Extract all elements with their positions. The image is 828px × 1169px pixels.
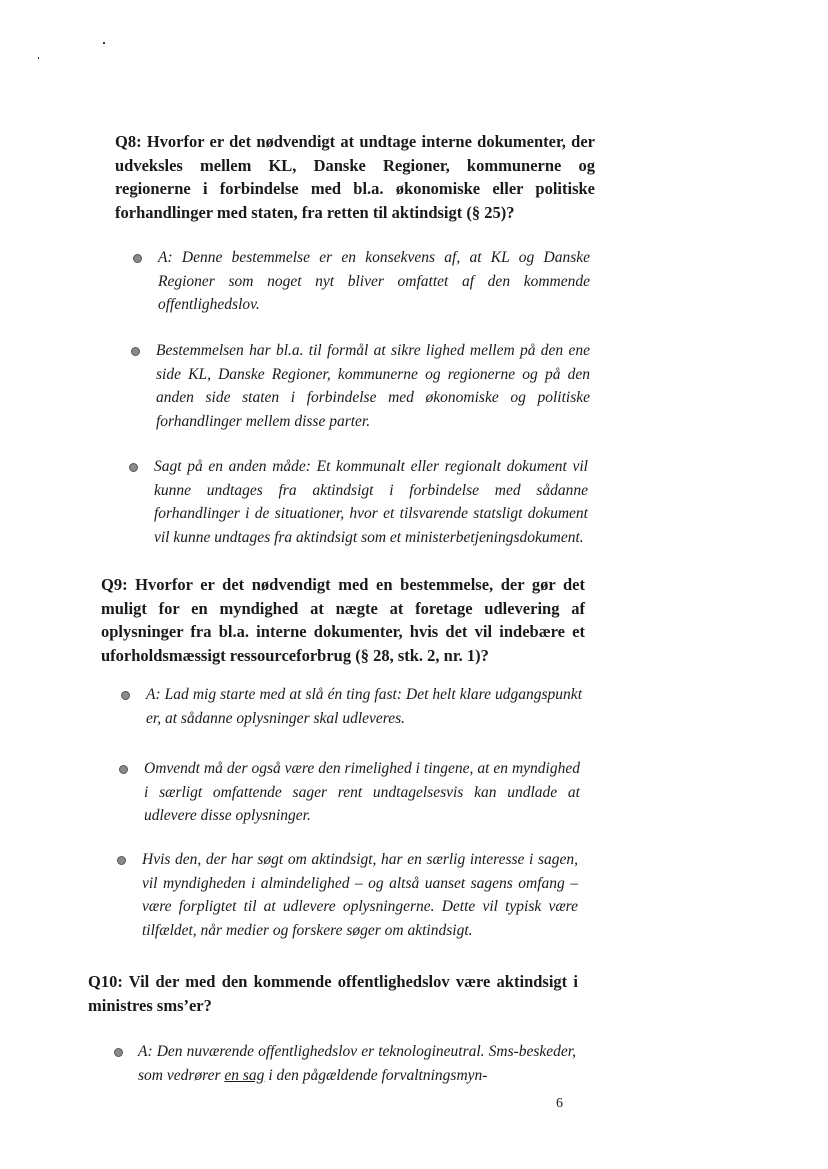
page-number: 6 [556,1096,563,1111]
bullet-icon [129,463,138,472]
answer-q8-3: Sagt på en anden måde: Et kommunalt eller regionalt dokument vil kunne undtages fra aktindsigt i forbindelse med sådanne forhandlinger i de situationer, hvor et tilsvarende statsligt dokument vil kunne undtages fra aktindsigt som et ministerbetjeningsdokument. [154,458,588,546]
answer-q8-1: A: Denne bestemmelse er en konsekvens af, at KL og Danske Regioner som noget nyt bliver omfattet af den kommende offentlighedslov. [158,249,590,313]
question-q9: Q9: Hvorfor er det nødvendigt med en bestemmelse, der gør det muligt for en myndighed at nægte at foretage udlevering af oplysninger fra bl.a. interne dokumenter, hvis det vil indebære et uforholdsmæssigt ressourceforbrug (§ 28, stk. 2, nr. 1)? [101,575,585,665]
answer-q8-2: Bestemmelsen har bl.a. til formål at sikre lighed mellem på den ene side KL, Danske Regioner, kommunerne og regionerne og på den anden side staten i forbindelse med økonomiske og politiske forhandlinger mellem disse parter. [156,342,590,430]
answer-q9-1: A: Lad mig starte med at slå én ting fast: Det helt klare udgangspunkt er, at sådanne oplysninger skal udleveres. [146,686,582,727]
bullet-icon [119,765,128,774]
scan-speck [103,42,105,44]
bullet-icon [114,1048,123,1057]
question-q10: Q10: Vil der med den kommende offentlighedslov være aktindsigt i ministres sms’er? [88,972,578,1015]
answer-q10-text-start: A: Den nuværende offentlighedslov er teknologineutral. Sms-beskeder, som vedrører [138,1043,576,1084]
bullet-icon [133,254,142,263]
bullet-icon [117,856,126,865]
answer-q10-1 [138,1040,576,1087]
bullet-icon [131,347,140,356]
bullet-icon [121,691,130,700]
answer-q10-text-end: i den pågældende forvaltningsmyn- [264,1066,488,1084]
scan-speck [38,57,39,59]
answer-q9-2: Omvendt må der også være den rimelighed i tingene, at en myndighed i særligt omfattende sager rent undtagelsesvis kan undlade at udlevere disse oplysninger. [144,760,580,824]
question-q8: Q8: Hvorfor er det nødvendigt at undtage interne dokumenter, der udveksles mellem KL, Danske Regioner, kommunerne og regionerne i forbindelse med bl.a. økonomiske eller politiske forhandlinger med staten, fra retten til aktindsigt (§ 25)? [115,132,595,222]
answer-q9-3: Hvis den, der har søgt om aktindsigt, har en særlig interesse i sagen, vil myndigheden i almindelighed – og altså uanset sagens omfang – være forpligtet til at udlevere oplysningerne. Dette vil typisk være tilfældet, når medier og forskere søger om aktindsigt. [142,851,578,939]
answer-q10-underlined: en sag [224,1066,265,1084]
